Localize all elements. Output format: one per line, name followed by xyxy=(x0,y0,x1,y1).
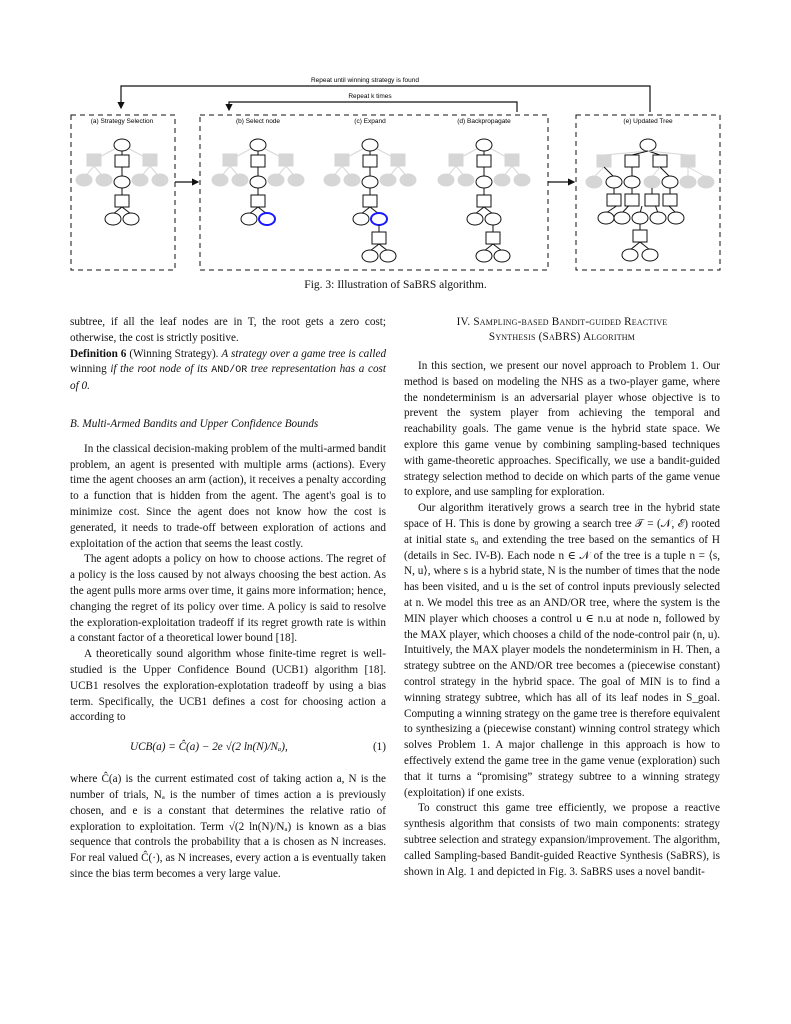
tree-edge xyxy=(604,167,614,177)
or-node xyxy=(663,194,677,206)
and-node xyxy=(132,174,148,186)
paragraph-construct: To construct this game tree efficiently, we propose a reactive synthesis algorithm that consists of two main components: strategy subtree selection and strategy expansion/improvement. The algorithm, called Sampling-based Bandit-guided Reactive Synthesis (SaBRS), is shown in Alg. 1 and depicted in Fig. 3. SaBRS uses a novel bandit- xyxy=(404,802,720,878)
and-node xyxy=(514,174,530,186)
and-node xyxy=(622,249,638,261)
or-node xyxy=(653,155,667,167)
equation-1 xyxy=(70,740,386,758)
paragraph-where: where Ĉ(a) is the current estimated cost of taking action a, N is the number of trials, Nₐ is the number of times action a is previously chosen, and e is a constant that determines the relative ratio of exploration to exploitation. Term √(2 ln(N)/Nₐ) is known as a bias sequence that controls the probability that a is chosen as N increases. For real valued Ĉ(·), as N increases, every action a is eventually taken since the bias term becomes a very large value. xyxy=(70,773,386,880)
or-node xyxy=(633,230,647,242)
and-node xyxy=(642,249,658,261)
and-node xyxy=(232,174,248,186)
and-node xyxy=(680,176,696,188)
paragraph-regret: The agent adopts a policy on how to choose actions. The regret of a policy is the loss caused by not always choosing the best action. As the agent pulls more arms over time, it gains more information; hence, changing the regret of its policy over time. A policy is said to resolve the exploration-exploitation tradeoff if its regret growth rate is within a constant factor of a theoretical lower bound [18]. xyxy=(70,553,386,645)
or-node xyxy=(372,232,386,244)
and-node xyxy=(324,174,340,186)
paragraph-tree: Our algorithm iteratively grows a search tree in the hybrid state space of H. This is done by growing a search tree 𝒯 = (𝒩, ℰ) rooted at initial state s₀ and extending the tree based on the semantics of H (details in Sec. IV-B). Each node n ∈ 𝒩 of the tree is a tuple n = ⟨s, N, u⟩, where s is a hybrid state, N is the number of times that the node has been visited, and u is the set of control inputs previously selected at n. We model this tree as an AND/OR tree, where the system is the MIN player which chooses a control u ∈ n.u at node n, followed by the MAX player, which chooses a child of the node-control pair (n, u). Intuitively, the MAX player models the nondeterminism in H. Then, a strategy subtree on the AND/OR tree becomes a (piecewise constant) control strategy in the hybrid space. The goal of MIN is to find a winning strategy subtree, which has all of its leaf nodes in S_goal. Computing a winning strategy on the game tree is therefore equivalent to synthesizing a (piecewise constant) winning control strategy which solves Problem 1. A major challenge in this approach is how to effectively extend the game tree in the game venue (exploration) such that it turns a “promising” strategy subtree to a winning strategy (exploitation) if one exists. xyxy=(404,502,720,799)
or-node xyxy=(681,155,695,167)
and-node xyxy=(476,139,492,151)
definition-body-3: tree representation has a cost of 0. xyxy=(70,363,387,393)
or-node xyxy=(143,154,157,166)
and-node xyxy=(380,250,396,262)
or-node xyxy=(477,195,491,207)
panel-a-box xyxy=(71,115,175,270)
and-node xyxy=(606,176,622,188)
section-title xyxy=(404,315,720,345)
and-node xyxy=(114,139,130,151)
or-node xyxy=(645,194,659,206)
panel-c-label: (c) Expand xyxy=(354,118,386,125)
panel-e-box xyxy=(576,115,720,270)
definition-term: winning xyxy=(70,363,107,376)
and-node xyxy=(362,250,378,262)
or-node xyxy=(607,194,621,206)
equation-number: (1) xyxy=(372,741,386,754)
and-node xyxy=(650,212,666,224)
subsection-heading: B. Multi-Armed Bandits and Upper Confidence Bounds xyxy=(70,417,319,430)
inner-loop-arrow xyxy=(229,102,517,112)
and-node xyxy=(400,174,416,186)
tree-edge xyxy=(688,167,706,177)
and-node xyxy=(268,174,284,186)
section-title-line-1: IV. Sampling-based Bandit-guided Reactive xyxy=(456,316,668,328)
or-node xyxy=(505,154,519,166)
and-node xyxy=(640,139,656,151)
and-node xyxy=(467,213,483,225)
paragraph-ucb: A theoretically sound algorithm whose finite-time regret is well-studied is the Upper Confidence Bound (UCB1) algorithm [18]. UCB1 resolves the exploration-explotation tradeoff by using a bias term. Specifically, the UCB1 defines a cost for choosing action a according to xyxy=(70,648,386,724)
inner-loop-label: Repeat k times xyxy=(348,93,392,100)
and-node xyxy=(241,213,257,225)
and-node xyxy=(624,176,640,188)
and-node xyxy=(105,213,121,225)
and-node xyxy=(476,176,492,188)
or-node xyxy=(486,232,500,244)
figure-caption: Fig. 3: Illustration of SaBRS algorithm. xyxy=(304,279,487,291)
and-node xyxy=(668,212,684,224)
definition-mono: AND/OR xyxy=(211,365,248,377)
and-node xyxy=(380,174,396,186)
definition-body-1: A strategy over a game tree is called xyxy=(221,347,387,360)
or-node xyxy=(391,154,405,166)
and-node xyxy=(344,174,360,186)
or-node xyxy=(597,155,611,167)
paragraph-bandits: In the classical decision-making problem of the multi-armed bandit problem, an agent is presented with multiple arms (actions). Every time the agent chooses an arm (action), it receives a penalty according to a function that is hidden from the agent. The agent's goal is to minimize cost. Since the agent does not know how the cost is generated, it needs to trade-off between exploration of actions and exploitation of the action that seems the least costly. xyxy=(70,442,386,550)
and-node xyxy=(96,174,112,186)
and-node xyxy=(123,213,139,225)
and-node xyxy=(259,213,275,225)
or-node xyxy=(87,154,101,166)
and-node xyxy=(598,212,614,224)
panel-d-label: (d) Backpropagate xyxy=(457,118,511,125)
and-node xyxy=(476,250,492,262)
or-node xyxy=(363,195,377,207)
or-node xyxy=(449,154,463,166)
definition-body-2: if the root node of its xyxy=(110,363,208,376)
and-node xyxy=(494,174,510,186)
right-column xyxy=(404,315,720,880)
definition-name: (Winning Strategy). xyxy=(129,347,219,360)
or-node xyxy=(115,155,129,167)
and-node xyxy=(632,212,648,224)
tree-edge xyxy=(652,167,660,177)
and-node xyxy=(662,176,678,188)
or-node xyxy=(625,155,639,167)
and-node xyxy=(438,174,454,186)
paragraph-continuation: subtree, if all the leaf nodes are in T, the root gets a zero cost; otherwise, the cost is strictly positive. xyxy=(70,316,386,344)
tree-edge xyxy=(660,167,670,177)
and-node xyxy=(362,176,378,188)
left-column xyxy=(70,315,386,883)
outer-loop-label: Repeat until winning strategy is found xyxy=(310,77,420,84)
and-node xyxy=(353,213,369,225)
and-node xyxy=(250,139,266,151)
or-node xyxy=(363,155,377,167)
tree-edge xyxy=(594,167,604,177)
and-node xyxy=(212,174,228,186)
or-node xyxy=(625,194,639,206)
paragraph-intro: In this section, we present our novel approach to Problem 1. Our method is based on modeling the NHS as a two-player game, where the nondeterminism is an adversarial player whose objective is to prevent the system player from achieving the temporal and reachability goals. The game venue is the hybrid state space. We explore this game venue by combining sampling-based techniques with game-theoretic approaches. Specifically, we use a bandit-guided strategy selection method to decide on which parts of the game venue to explore, and use sampling for exploration. xyxy=(404,360,720,499)
and-node xyxy=(76,174,92,186)
and-node xyxy=(250,176,266,188)
and-node xyxy=(698,176,714,188)
or-node xyxy=(279,154,293,166)
equation-expression: UCB(a) = Ĉ(a) − 2e √(2 ln(N)/Nₐ), xyxy=(130,741,288,754)
and-node xyxy=(458,174,474,186)
search-trees xyxy=(76,139,714,262)
definition-6 xyxy=(70,347,386,395)
or-node xyxy=(477,155,491,167)
or-node xyxy=(223,154,237,166)
and-node xyxy=(114,176,130,188)
and-node xyxy=(494,250,510,262)
or-node xyxy=(115,195,129,207)
section-title-line-2: Synthesis (SaBRS) Algorithm xyxy=(488,331,636,343)
and-node xyxy=(644,176,660,188)
and-node xyxy=(288,174,304,186)
and-node xyxy=(362,139,378,151)
panel-e-label: (e) Updated Tree xyxy=(623,118,673,125)
panel-b-label: (b) Select node xyxy=(235,118,281,125)
and-node xyxy=(614,212,630,224)
and-node xyxy=(485,213,501,225)
or-node xyxy=(251,195,265,207)
figure-3-diagram xyxy=(0,0,791,300)
and-node xyxy=(586,176,602,188)
or-node xyxy=(251,155,265,167)
panel-a-label: (a) Strategy Selection xyxy=(90,118,154,125)
or-node xyxy=(335,154,349,166)
and-node xyxy=(152,174,168,186)
definition-head: Definition 6 xyxy=(70,347,127,360)
and-node xyxy=(371,213,387,225)
